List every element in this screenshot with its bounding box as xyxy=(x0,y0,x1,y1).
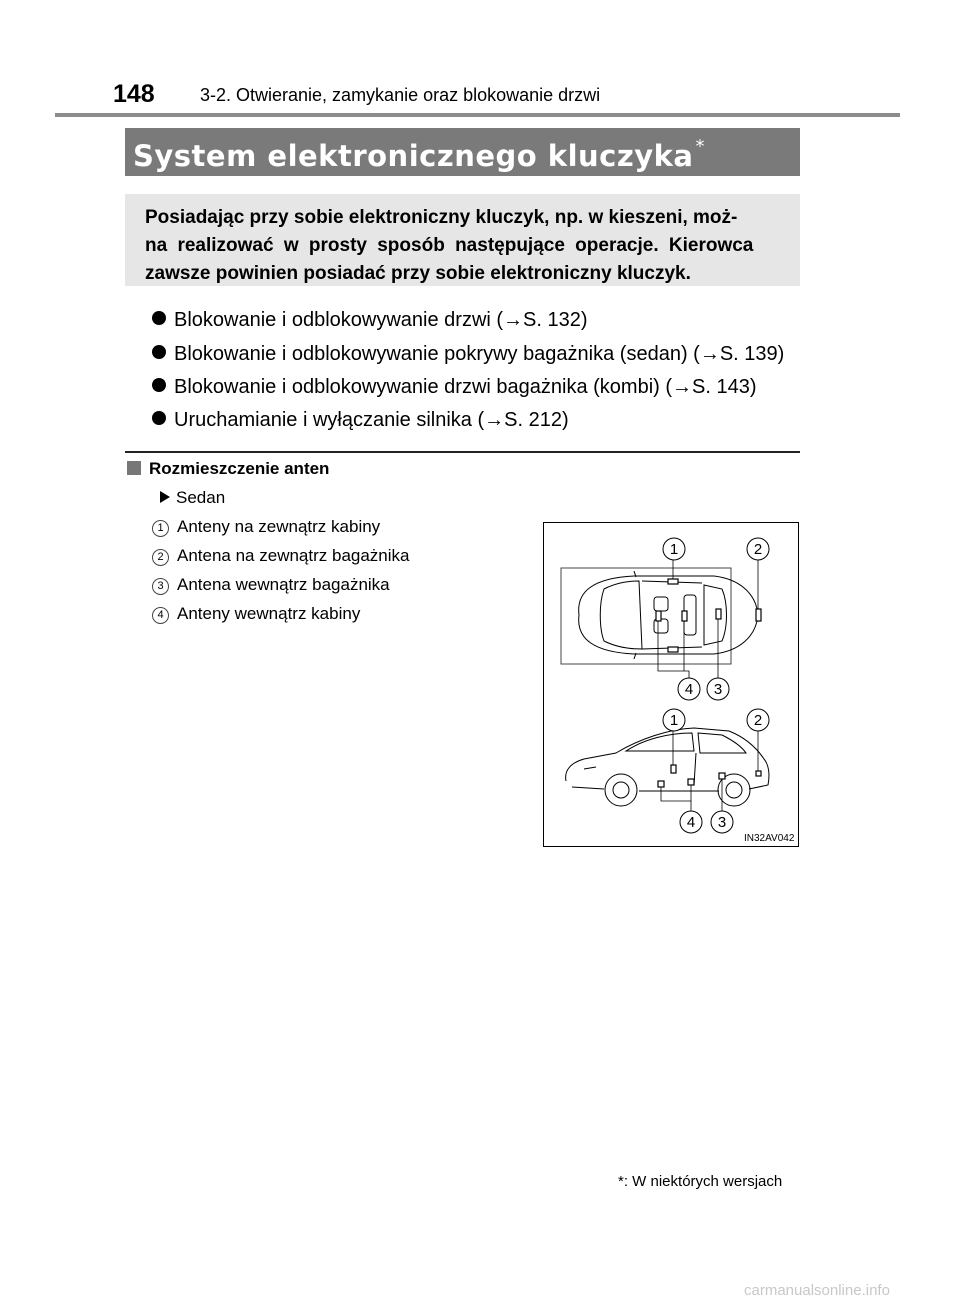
section-heading xyxy=(127,459,329,479)
callout-number: 2 xyxy=(753,712,763,729)
antenna-item-label: Anteny na zewnątrz kabiny xyxy=(177,517,381,536)
list-item xyxy=(152,343,784,366)
page-ref: S. 212) xyxy=(504,409,569,431)
callout-number: 4 xyxy=(686,814,696,831)
section-heading-text: Rozmieszczenie anten xyxy=(149,459,330,478)
section-divider xyxy=(125,451,800,453)
antenna-item xyxy=(152,517,380,537)
callout-number: 1 xyxy=(669,541,679,558)
windshield xyxy=(600,581,642,649)
wheel-hub xyxy=(726,782,742,798)
antenna-marker xyxy=(682,611,687,621)
arrow-icon: → xyxy=(672,376,693,398)
page-ref: S. 139) xyxy=(719,343,785,365)
antenna-marker xyxy=(671,765,676,773)
bullet-icon xyxy=(152,378,166,392)
seat xyxy=(654,597,668,611)
antenna-marker xyxy=(668,647,678,652)
antenna-marker xyxy=(668,579,678,584)
list-item xyxy=(152,309,588,332)
footnote-asterisk: * xyxy=(618,1173,624,1190)
arrow-icon: → xyxy=(503,309,524,331)
triangle-bullet-icon xyxy=(160,491,170,503)
antenna-item xyxy=(152,546,410,566)
antenna-item-label: Antena na zewnątrz bagażnika xyxy=(177,546,410,565)
page-title xyxy=(133,136,705,173)
footnote xyxy=(618,1173,782,1190)
list-item-text: Blokowanie i odblokowywanie pokrywy bagażnika (sedan) ( xyxy=(174,343,700,365)
number-badge: 4 xyxy=(152,607,169,624)
header-rule xyxy=(55,113,900,117)
list-item xyxy=(152,409,569,432)
page-ref: S. 143) xyxy=(692,376,757,398)
list-item-text: Blokowanie i odblokowywanie drzwi ( xyxy=(174,309,504,331)
callout-number: 1 xyxy=(669,712,679,729)
antenna-item xyxy=(152,575,390,595)
list-item-text: Blokowanie i odblokowywanie drzwi bagażnika (kombi) ( xyxy=(174,376,673,398)
car-illustration xyxy=(544,523,797,845)
rear-window xyxy=(704,585,727,645)
antenna-marker xyxy=(756,771,761,776)
arrow-icon: → xyxy=(484,409,505,431)
bullet-icon xyxy=(152,311,166,325)
bullet-icon xyxy=(152,345,166,359)
figure-code: IN32AV042 xyxy=(744,833,795,844)
antenna-diagram xyxy=(543,522,799,847)
top-view-frame xyxy=(561,568,731,664)
intro-line: na realizować w prosty sposób następujące operacje. Kierowca xyxy=(145,235,754,256)
car-side-body xyxy=(566,728,769,791)
antenna-item-label: Anteny wewnątrz kabiny xyxy=(177,604,361,623)
footnote-text: : W niektórych wersjach xyxy=(623,1173,783,1190)
intro-line: zawsze powinien posiadać przy sobie elektroniczny kluczyk. xyxy=(145,263,691,284)
antenna-item-label: Antena wewnątrz bagażnika xyxy=(177,575,390,594)
sub-heading-text: Sedan xyxy=(176,488,226,507)
callout-number: 3 xyxy=(717,814,727,831)
headlight xyxy=(584,767,596,769)
antenna-item xyxy=(152,604,360,624)
list-item-text: Uruchamianie i wyłączanie silnika ( xyxy=(174,409,485,431)
antenna-marker xyxy=(756,609,761,621)
intro-line: Posiadając przy sobie elektroniczny kluczyk, np. w kieszeni, moż- xyxy=(145,207,738,228)
page-title-text: System elektronicznego kluczyka xyxy=(133,139,694,173)
antenna-marker xyxy=(688,779,694,785)
antenna-marker xyxy=(658,781,664,787)
square-bullet-icon xyxy=(127,461,141,475)
antenna-marker xyxy=(656,611,661,621)
arrow-icon: → xyxy=(699,343,720,365)
wheel-hub xyxy=(613,782,629,798)
chapter-title: 3-2. Otwieranie, zamykanie oraz blokowanie drzwi xyxy=(200,85,601,105)
number-badge: 2 xyxy=(152,549,169,566)
number-badge: 1 xyxy=(152,520,169,537)
antenna-marker xyxy=(716,609,721,619)
wheel xyxy=(605,774,637,806)
title-asterisk: * xyxy=(695,136,705,157)
callout-number: 4 xyxy=(684,681,694,698)
sub-heading xyxy=(160,488,225,508)
list-item xyxy=(152,376,757,399)
watermark: carmanualsonline.info xyxy=(744,1282,890,1299)
callout-number: 3 xyxy=(713,681,723,698)
bullet-icon xyxy=(152,411,166,425)
antenna-marker xyxy=(719,773,725,779)
callout-number: 2 xyxy=(753,541,763,558)
page-number: 148 xyxy=(113,80,155,108)
number-badge: 3 xyxy=(152,578,169,595)
page-ref: S. 132) xyxy=(523,309,588,331)
